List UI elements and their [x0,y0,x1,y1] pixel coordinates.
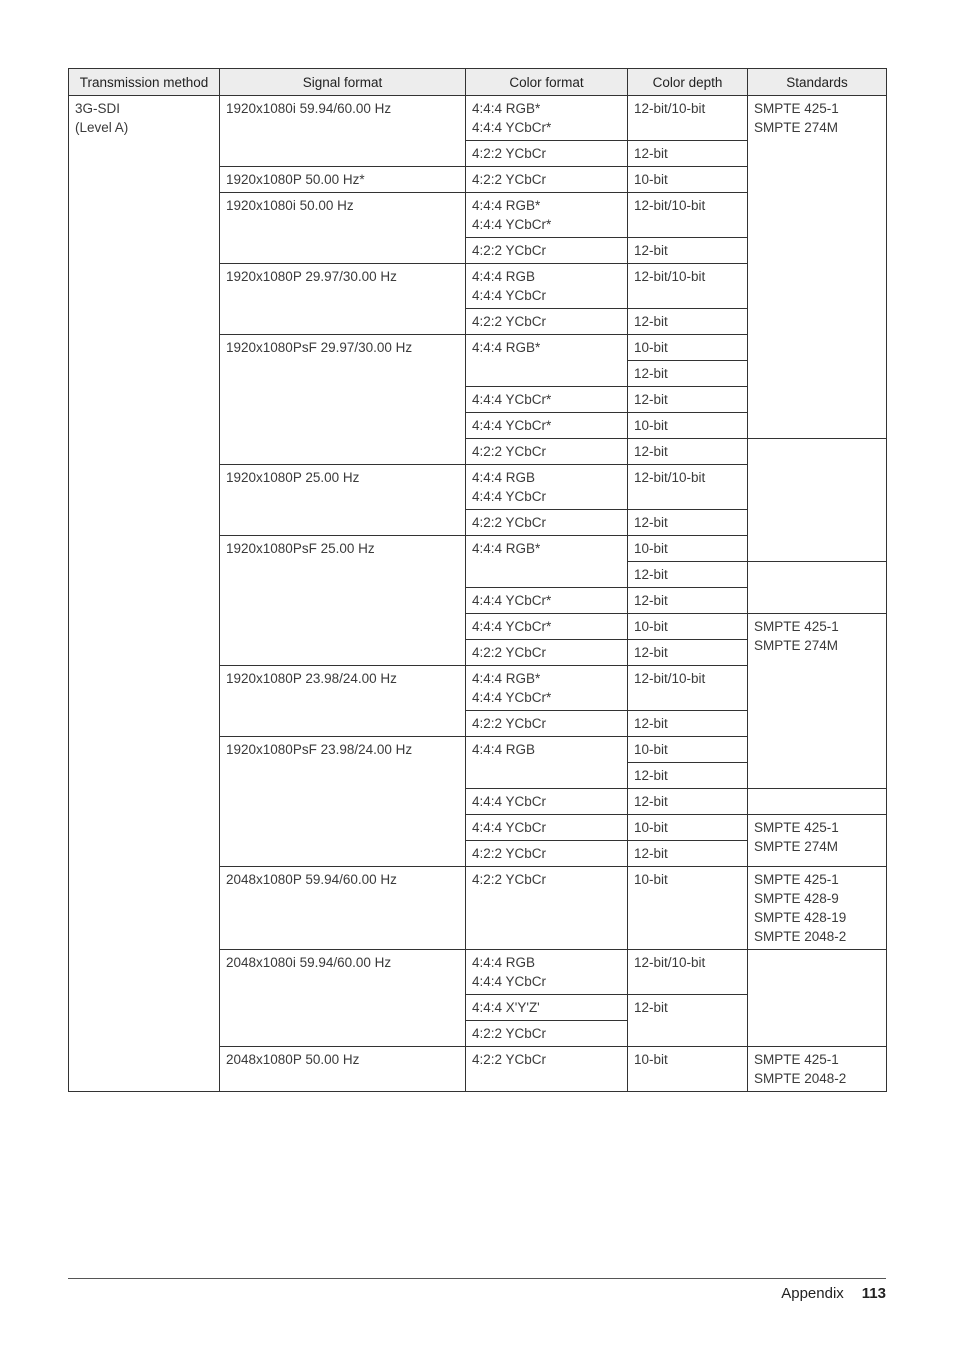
color-format-cell [466,1021,628,1047]
color-format-cell [466,614,628,640]
color-depth-cell-line: 12-bit/10-bit [634,101,706,116]
color-depth-cell-line: 10-bit [634,872,668,887]
color-format-cell [466,510,628,536]
color-depth-cell-line: 12-bit [634,146,668,161]
color-depth-cell-line: 12-bit [634,593,668,608]
color-format-cell-line: 4:4:4 YCbCr* [472,619,552,634]
signal-format-cell-line: 2048x1080P 59.94/60.00 Hz [226,872,397,887]
color-depth-cell-line: 12-bit/10-bit [634,269,706,284]
color-format-cell [466,950,628,995]
header-color-format: Color format [466,69,628,96]
color-format-cell-line: 4:2:2 YCbCr [472,1026,547,1041]
color-format-cell-line: 4:4:4 RGB [472,269,536,284]
signal-format-cell-line: 1920x1080P 25.00 Hz [226,470,360,485]
color-format-cell [466,588,628,614]
color-depth-cell [628,387,748,413]
signal-format-cell [220,193,466,264]
signal-format-cell-line: 1920x1080P 29.97/30.00 Hz [226,269,397,284]
color-format-cell-line: 4:4:4 RGB [472,470,536,485]
standards-cell-line: SMPTE 425-1 [754,619,839,634]
color-depth-cell-line: 10-bit [634,418,668,433]
color-depth-cell-line: 12-bit/10-bit [634,955,706,970]
standards-cell-line: SMPTE 425-1 [754,872,839,887]
color-depth-cell [628,361,748,387]
color-depth-cell-line: 12-bit [634,846,668,861]
header-row [69,69,887,96]
color-format-cell-line: 4:4:4 YCbCr* [472,217,552,232]
color-format-cell [466,141,628,167]
color-format-cell [466,387,628,413]
signal-format-cell [220,167,466,193]
standards-cell-line: SMPTE 428-19 [754,910,847,925]
color-depth-cell [628,96,748,141]
color-format-cell-line: 4:2:2 YCbCr [472,846,547,861]
color-depth-cell-line: 12-bit/10-bit [634,671,706,686]
color-depth-cell [628,465,748,510]
color-depth-cell [628,510,748,536]
color-depth-cell [628,995,748,1047]
color-format-cell [466,264,628,309]
color-format-cell-line: 4:4:4 YCbCr [472,288,547,303]
color-format-cell [466,238,628,264]
color-format-cell-line: 4:4:4 RGB* [472,671,541,686]
color-format-cell [466,666,628,711]
color-depth-cell [628,789,748,815]
color-format-cell [466,640,628,666]
color-format-cell-line: 4:2:2 YCbCr [472,146,547,161]
signal-format-cell-line: 1920x1080PsF 29.97/30.00 Hz [226,340,413,355]
color-depth-cell [628,439,748,465]
standards-cell [748,815,887,867]
standards-cell-line: SMPTE 425-1 [754,820,839,835]
color-depth-cell [628,737,748,763]
color-depth-cell [628,640,748,666]
header-color-depth: Color depth [628,69,748,96]
signal-format-cell [220,96,466,167]
signal-format-cell [220,950,466,1047]
signal-format-cell-line: 1920x1080P 23.98/24.00 Hz [226,671,397,686]
signal-format-cell [220,1047,466,1092]
standards-cell-line: SMPTE 425-1 [754,1052,839,1067]
signal-format-cell [220,666,466,737]
color-depth-cell [628,335,748,361]
signal-format-cell [220,867,466,950]
standards-cell-line: SMPTE 2048-2 [754,1071,847,1086]
table-body [69,96,887,1092]
color-format-cell-line: 4:2:2 YCbCr [472,243,547,258]
standards-cell [748,614,887,789]
header-signal-format: Signal format [220,69,466,96]
color-format-cell-line: 4:2:2 YCbCr [472,1052,547,1067]
color-format-cell-line: 4:4:4 RGB [472,742,536,757]
color-depth-cell-line: 10-bit [634,340,668,355]
color-format-cell-line: 4:2:2 YCbCr [472,444,547,459]
color-depth-cell [628,193,748,238]
color-depth-cell [628,763,748,789]
signal-format-cell-line: 1920x1080P 50.00 Hz* [226,172,365,187]
standards-cell [748,1047,887,1092]
color-depth-cell-line: 12-bit [634,366,668,381]
color-depth-cell-line: 10-bit [634,541,668,556]
transmission-method-cell-line: (Level A) [75,120,129,135]
signal-format-cell-line: 1920x1080i 59.94/60.00 Hz [226,101,392,116]
standards-cell-line: SMPTE 428-9 [754,891,839,906]
color-format-cell-line: 4:4:4 X'Y'Z' [472,1000,540,1015]
color-format-cell-line: 4:2:2 YCbCr [472,172,547,187]
color-format-cell-line: 4:4:4 YCbCr* [472,120,552,135]
signal-format-cell-line: 1920x1080i 50.00 Hz [226,198,354,213]
color-depth-cell [628,309,748,335]
color-depth-cell [628,264,748,309]
color-format-cell [466,711,628,737]
footer-rule [68,1278,886,1279]
color-format-cell-line: 4:2:2 YCbCr [472,515,547,530]
color-depth-cell [628,1047,748,1092]
color-format-cell-line: 4:4:4 RGB* [472,340,541,355]
color-depth-cell-line: 10-bit [634,820,668,835]
color-format-cell-line: 4:4:4 YCbCr* [472,418,552,433]
standards-cell [748,96,887,439]
color-format-cell-line: 4:4:4 YCbCr [472,820,547,835]
color-format-cell-line: 4:2:2 YCbCr [472,872,547,887]
signal-format-cell [220,264,466,335]
transmission-method-cell-line: 3G-SDI [75,101,121,116]
color-depth-cell [628,815,748,841]
standards-cell [748,950,887,1047]
color-depth-cell-line: 12-bit/10-bit [634,470,706,485]
color-format-cell [466,737,628,789]
signal-format-cell [220,335,466,465]
color-depth-cell-line: 10-bit [634,619,668,634]
color-depth-cell-line: 12-bit [634,645,668,660]
header-standards: Standards [748,69,887,96]
signal-format-cell-line: 1920x1080PsF 23.98/24.00 Hz [226,742,413,757]
standards-cell-line: SMPTE 274M [754,638,839,653]
color-depth-cell-line: 12-bit [634,243,668,258]
signal-format-cell [220,737,466,867]
color-format-cell-line: 4:2:2 YCbCr [472,716,547,731]
transmission-method-cell [69,96,220,1092]
color-depth-cell [628,238,748,264]
color-depth-cell-line: 12-bit [634,794,668,809]
standards-cell-line: SMPTE 2048-2 [754,929,847,944]
color-format-cell-line: 4:4:4 YCbCr [472,794,547,809]
color-format-cell [466,789,628,815]
color-format-cell [466,96,628,141]
signal-format-cell [220,465,466,536]
spec-table [68,68,887,1092]
color-format-cell [466,995,628,1021]
color-depth-cell [628,867,748,950]
header-transmission-method: Transmission method [69,69,220,96]
standards-cell-line: SMPTE 274M [754,120,839,135]
color-depth-cell [628,536,748,562]
color-depth-cell-line: 12-bit [634,444,668,459]
signal-format-cell-line: 2048x1080P 50.00 Hz [226,1052,360,1067]
color-format-cell [466,413,628,439]
page-number: 113 [861,1285,886,1302]
color-depth-cell-line: 10-bit [634,1052,668,1067]
standards-cell [748,867,887,950]
color-format-cell-line: 4:4:4 RGB* [472,541,541,556]
color-format-cell-line: 4:4:4 YCbCr [472,974,547,989]
color-depth-cell-line: 12-bit [634,515,668,530]
color-format-cell [466,439,628,465]
color-format-cell-line: 4:4:4 RGB* [472,101,541,116]
color-format-cell-line: 4:4:4 YCbCr* [472,593,552,608]
color-depth-cell-line: 10-bit [634,172,668,187]
signal-format-cell-line: 2048x1080i 59.94/60.00 Hz [226,955,392,970]
color-depth-cell [628,711,748,737]
color-format-cell [466,193,628,238]
page-footer [781,1285,886,1302]
signal-format-cell-line: 1920x1080PsF 25.00 Hz [226,541,375,556]
color-depth-cell-line: 12-bit [634,716,668,731]
color-depth-cell [628,614,748,640]
color-format-cell [466,335,628,387]
color-format-cell-line: 4:4:4 RGB [472,955,536,970]
color-depth-cell [628,841,748,867]
standards-cell [748,562,887,614]
color-format-cell [466,1047,628,1092]
color-depth-cell [628,141,748,167]
color-format-cell-line: 4:4:4 RGB* [472,198,541,213]
color-format-cell [466,309,628,335]
color-format-cell [466,465,628,510]
standards-cell-line: SMPTE 425-1 [754,101,839,116]
table-row [69,96,887,141]
color-depth-cell [628,562,748,588]
color-depth-cell-line: 12-bit [634,314,668,329]
color-format-cell [466,815,628,841]
color-depth-cell-line: 10-bit [634,742,668,757]
color-depth-cell [628,666,748,711]
footer-section: Appendix [781,1285,844,1302]
color-depth-cell [628,413,748,439]
color-format-cell [466,867,628,950]
color-format-cell-line: 4:4:4 YCbCr [472,489,547,504]
color-format-cell [466,841,628,867]
color-format-cell-line: 4:4:4 YCbCr* [472,392,552,407]
color-depth-cell [628,167,748,193]
color-depth-cell-line: 12-bit [634,1000,668,1015]
color-format-cell-line: 4:2:2 YCbCr [472,645,547,660]
color-depth-cell-line: 12-bit [634,768,668,783]
standards-cell-line: SMPTE 274M [754,839,839,854]
color-format-cell-line: 4:4:4 YCbCr* [472,690,552,705]
color-format-cell [466,536,628,588]
color-format-cell [466,167,628,193]
color-depth-cell-line: 12-bit [634,392,668,407]
color-depth-cell-line: 12-bit/10-bit [634,198,706,213]
color-depth-cell [628,588,748,614]
color-depth-cell-line: 12-bit [634,567,668,582]
color-depth-cell [628,950,748,995]
color-format-cell-line: 4:2:2 YCbCr [472,314,547,329]
signal-format-cell [220,536,466,666]
